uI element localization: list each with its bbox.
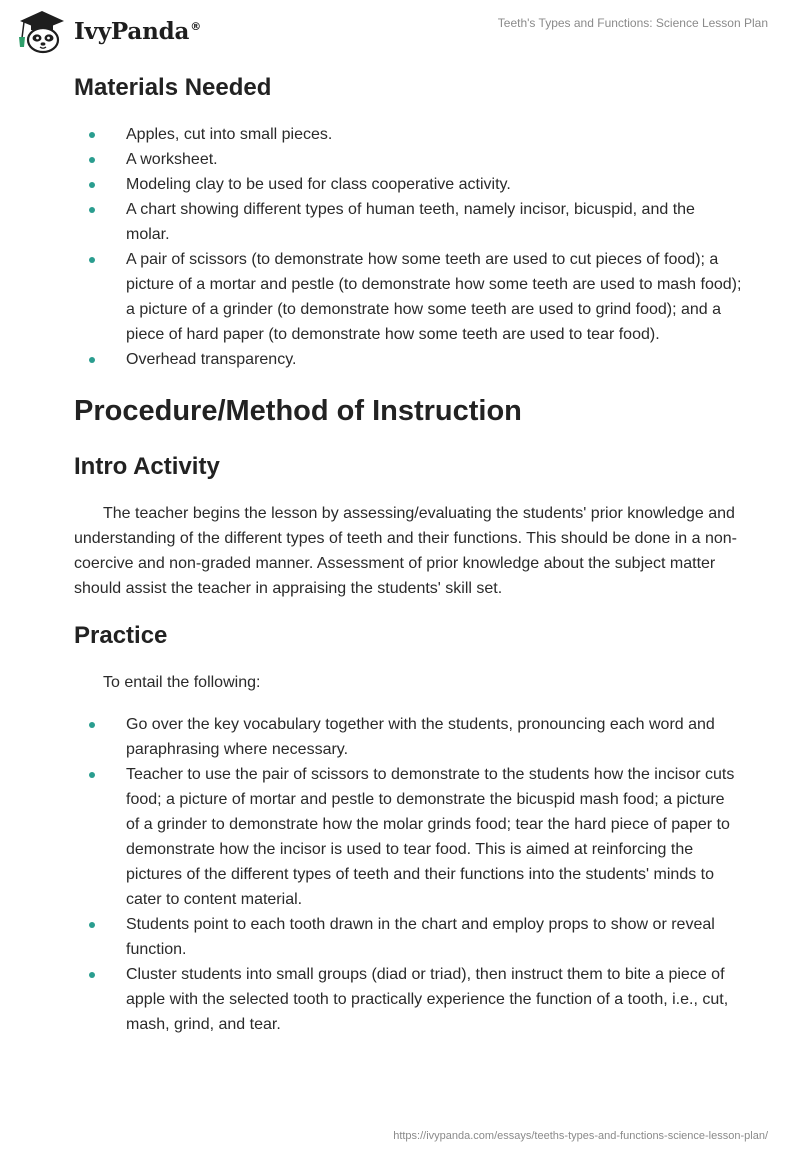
bullet-icon	[89, 922, 95, 928]
bullet-icon	[89, 972, 95, 978]
list-item: Overhead transparency.	[74, 347, 742, 372]
document-title: Teeth's Types and Functions: Science Lesson Plan	[497, 16, 768, 30]
list-item: Teacher to use the pair of scissors to demonstrate to the students how the incisor cuts food; a picture of mortar and pestle to demonstrate the bicuspid mash food; a picture of a grinder to demonstrate how the molar grinds food; tear the hard piece of paper to demonstrate how the incisor is used to tear food. This is aimed at reinforcing the pictures of the different types of teeth and their functions into the students' minds to cater to content material.	[74, 762, 742, 912]
bullet-icon	[89, 132, 95, 138]
brand-logo[interactable]	[16, 8, 201, 54]
brand-name: IvyPanda®	[74, 17, 201, 45]
intro-heading: Intro Activity	[74, 452, 220, 480]
intro-paragraph: The teacher begins the lesson by assessing/evaluating the students' prior knowledge and understanding of the different types of teeth and their functions. This should be done in a non-coercive and non-graded manner. Assessment of prior knowledge about the subject matter should assist the teacher in appraising the students' skill set.	[74, 505, 737, 598]
page-header	[0, 0, 800, 62]
practice-lead: To entail the following:	[103, 674, 261, 692]
list-item: A pair of scissors (to demonstrate how some teeth are used to cut pieces of food); a picture of a mortar and pestle (to demonstrate how some teeth are used to mash food); a picture of a grinder (to demonstrate how some teeth are used to grind food); and a piece of hard paper (to demonstrate how some teeth are used to tear food).	[74, 247, 742, 347]
list-item: A worksheet.	[74, 147, 742, 172]
bullet-icon	[89, 357, 95, 363]
list-item: A chart showing different types of human teeth, namely incisor, bicuspid, and the molar.	[74, 197, 742, 247]
list-item: Students point to each tooth drawn in the chart and employ props to show or reveal function.	[74, 912, 742, 962]
materials-list	[74, 122, 742, 372]
list-item: Go over the key vocabulary together with the students, pronouncing each word and paraphrasing where necessary.	[74, 712, 742, 762]
list-item: Modeling clay to be used for class cooperative activity.	[74, 172, 742, 197]
practice-heading: Practice	[74, 622, 168, 650]
bullet-icon	[89, 772, 95, 778]
list-item: Apples, cut into small pieces.	[74, 122, 742, 147]
list-item: Cluster students into small groups (diad or triad), then instruct them to bite a piece of apple with the selected tooth to practically experience the function of a tooth, i.e., cut, mash, grind, and tear.	[74, 962, 742, 1037]
bullet-icon	[89, 182, 95, 188]
bullet-icon	[89, 722, 95, 728]
panda-logo-icon	[16, 8, 68, 54]
source-url[interactable]: https://ivypanda.com/essays/teeths-types-and-functions-science-lesson-plan/	[393, 1130, 768, 1142]
article-content	[74, 70, 742, 1037]
bullet-icon	[89, 257, 95, 263]
bullet-icon	[89, 207, 95, 213]
materials-heading: Materials Needed	[74, 74, 272, 101]
bullet-icon	[89, 157, 95, 163]
procedure-heading: Procedure/Method of Instruction	[74, 394, 522, 427]
practice-list	[74, 712, 742, 1037]
